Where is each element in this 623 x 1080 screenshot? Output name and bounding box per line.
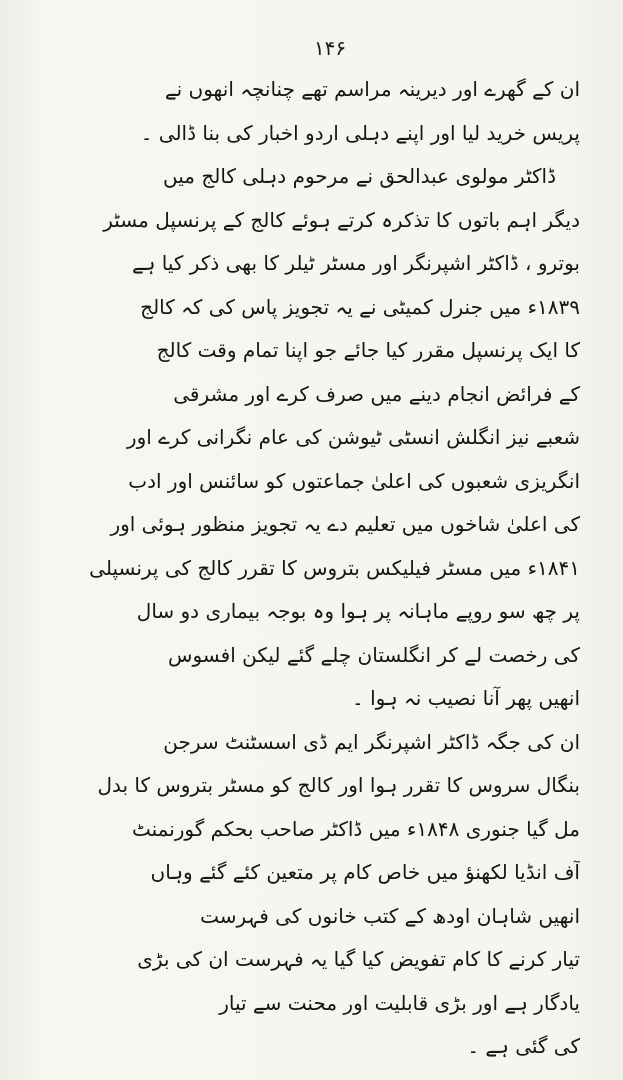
text-line: کی گئی ہے ۔ (467, 1034, 580, 1058)
text-line: یادگار ہے اور بڑی قابلیت اور محنت سے تیار (219, 990, 580, 1015)
text-line: کا ایک پرنسپل مقرر کیا جائے جو اپنا تمام وقت کالج (156, 338, 580, 362)
handwritten-urdu-text (40, 68, 580, 1069)
text-line: بنگال سروس کا تقرر ہوا اور کالج کو مسٹر بتروس کا بدل (97, 773, 580, 797)
text-line: ان کے گھرے اور دیرینہ مراسم تھے چنانچہ انھوں نے (164, 77, 580, 101)
text-line: ان کی جگہ ڈاکٹر اشپرنگر ایم ڈی اسسٹنٹ سرجن (163, 729, 580, 754)
text-line: آف انڈیا لکھنؤ میں خاص کام پر متعین کئے گئے وہاں (150, 860, 580, 884)
text-line: تیار کرنے کا کام تفویض کیا گیا یہ فہرست ان کی بڑی (137, 947, 580, 971)
text-line: انگریزی شعبوں کی اعلیٰ جماعتوں کو سائنس اور ادب (128, 468, 580, 493)
text-line: پریس خرید لیا اور اپنے دہلی اردو اخبار کی بنا ڈالی ۔ (140, 120, 580, 145)
text-line: ۱۸۳۹ء میں جنرل کمیٹی نے یہ تجویز پاس کی کہ کالج (140, 294, 580, 319)
text-line: بوترو ، ڈاکٹر اشپرنگر اور مسٹر ٹیلر کا بھی ذکر کیا ہے (131, 251, 580, 275)
text-line: پر چھ سو روپے ماہانہ پر ہوا وہ بوجہ بیماری دو سال (136, 599, 580, 623)
text-line: شعبے نیز انگلش انسٹی ٹیوشن کی عام نگرانی کرے اور (126, 425, 580, 449)
text-line: کے فرائض انجام دینے میں صرف کرے اور مشرقی (173, 381, 580, 406)
text-line: دیگر اہم باتوں کا تذکرہ کرتے ہوئے کالج کے پرنسپل مسٹر (103, 207, 580, 232)
text-line: ڈاکٹر مولوی عبدالحق نے مرحوم دہلی کالج میں (162, 164, 556, 188)
text-line: انھیں شاہان اودھ کے کتب خانوں کی فہرست (200, 903, 580, 928)
text-line: کی رخصت لے کر انگلستان چلے گئے لیکن افسوس (168, 642, 580, 667)
text-line: انھیں پھر آنا نصیب نہ ہوا ۔ (352, 686, 580, 710)
page-number: ۱۴۶ (313, 36, 347, 60)
text-line: ۱۸۴۱ء میں مسٹر فیلیکس بتروس کا تقرر کالج کی پرنسپلی (89, 555, 580, 580)
text-line: مل گیا جنوری ۱۸۴۸ء میں ڈاکٹر صاحب بحکم گورنمنٹ (131, 816, 580, 841)
text-line: کی اعلیٰ شاخوں میں تعلیم دے یہ تجویز منظور ہوئی اور (110, 512, 580, 536)
